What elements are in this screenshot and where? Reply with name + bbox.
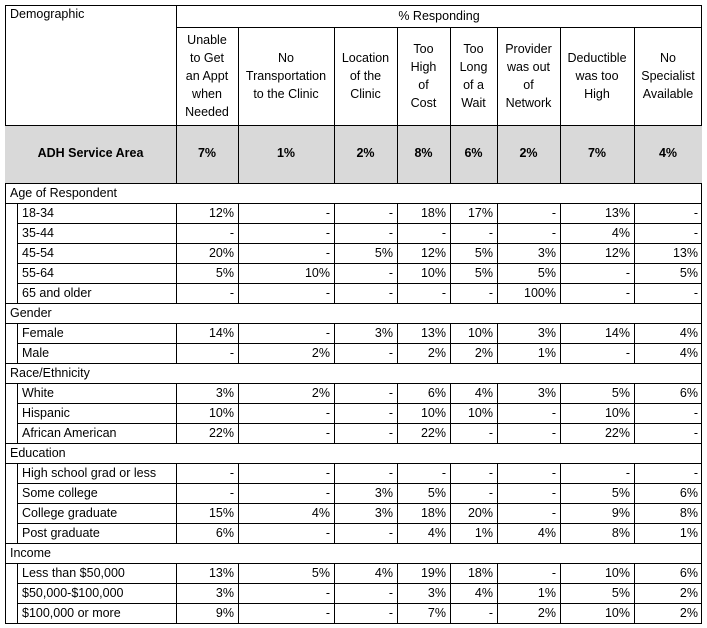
column-rule <box>634 27 635 183</box>
column-rule <box>634 323 635 363</box>
table-cell: - <box>388 345 393 360</box>
table-cell: - <box>229 225 234 240</box>
column-rule <box>497 27 498 183</box>
section-title: Education <box>10 445 66 460</box>
column-rule <box>176 323 177 363</box>
column-rule <box>560 203 561 303</box>
table-cell: 18% <box>420 205 446 220</box>
row-label: 45-54 <box>22 245 54 260</box>
column-rule <box>560 383 561 443</box>
column-rule <box>497 563 498 623</box>
table-cell: - <box>229 345 234 360</box>
column-header: Location of the Clinic <box>341 51 390 101</box>
table-cell: 6% <box>427 385 446 400</box>
row-label: 35-44 <box>22 225 54 240</box>
table-cell: - <box>488 285 493 300</box>
column-rule <box>176 463 177 543</box>
table-cell: - <box>488 425 493 440</box>
table-cell: - <box>551 465 556 480</box>
table-cell: 10% <box>420 405 446 420</box>
table-cell: 3% <box>215 385 234 400</box>
table-cell: 7% <box>427 605 446 620</box>
table-cell: 10% <box>467 325 493 340</box>
table-cell: - <box>388 225 393 240</box>
table-cell: - <box>325 525 330 540</box>
table-cell: - <box>388 525 393 540</box>
service-area-label: ADH Service Area <box>37 146 144 160</box>
table-cell: - <box>488 225 493 240</box>
table-cell: 5% <box>611 585 630 600</box>
row-label: Some college <box>22 485 98 500</box>
table-cell: 20% <box>208 245 234 260</box>
table-cell: 10% <box>604 605 630 620</box>
table-cell: 4% <box>611 225 630 240</box>
table-cell: 5% <box>611 485 630 500</box>
indent-rule <box>17 383 18 443</box>
table-cell: 3% <box>537 245 556 260</box>
column-rule <box>634 203 635 303</box>
column-rule <box>176 203 177 303</box>
table-cell: 20% <box>467 505 493 520</box>
table-cell: 4% <box>537 525 556 540</box>
table-cell: - <box>551 565 556 580</box>
column-rule <box>238 383 239 443</box>
column-rule <box>176 383 177 443</box>
table-cell: 10% <box>604 405 630 420</box>
column-header: Deductible was too High <box>567 51 627 101</box>
column-rule <box>334 27 335 183</box>
column-rule <box>334 323 335 363</box>
table-cell: - <box>229 285 234 300</box>
table-cell: 3% <box>374 325 393 340</box>
column-rule <box>176 563 177 623</box>
table-cell: - <box>388 605 393 620</box>
table-cell: 18% <box>420 505 446 520</box>
table-cell: 5% <box>537 265 556 280</box>
table-cell: - <box>441 285 446 300</box>
table-cell: - <box>693 285 698 300</box>
column-rule <box>634 563 635 623</box>
table-cell: 4% <box>374 565 393 580</box>
table-cell: - <box>488 605 493 620</box>
column-rule <box>238 203 239 303</box>
row-label: 55-64 <box>22 265 54 280</box>
row-label: $100,000 or more <box>22 605 121 620</box>
table-cell: - <box>693 225 698 240</box>
indent-rule <box>17 563 18 623</box>
column-rule <box>397 463 398 543</box>
section-title: Gender <box>10 305 52 320</box>
row-label: Hispanic <box>22 405 70 420</box>
column-rule <box>397 563 398 623</box>
table-cell: - <box>325 465 330 480</box>
column-rule <box>634 383 635 443</box>
indent-rule <box>17 463 18 543</box>
column-rule <box>238 463 239 543</box>
column-rule <box>450 27 451 183</box>
table-cell: 2% <box>311 345 330 360</box>
column-rule <box>334 383 335 443</box>
table-cell: 10% <box>420 265 446 280</box>
table-cell: - <box>551 505 556 520</box>
table-cell: 18% <box>467 565 493 580</box>
table-cell: - <box>441 225 446 240</box>
table-cell: 5% <box>215 265 234 280</box>
table-cell: 10% <box>467 405 493 420</box>
table-cell: - <box>325 325 330 340</box>
table-cell: 3% <box>537 385 556 400</box>
column-rule <box>334 563 335 623</box>
column-rule <box>334 203 335 303</box>
service-area-value: 2% <box>356 146 375 160</box>
table-cell: 14% <box>208 325 234 340</box>
table-cell: - <box>625 465 630 480</box>
column-rule <box>560 27 561 183</box>
table-cell: 22% <box>420 425 446 440</box>
table-cell: 13% <box>208 565 234 580</box>
table-cell: 4% <box>679 325 698 340</box>
table-cell: 13% <box>672 245 698 260</box>
table-cell: - <box>625 285 630 300</box>
demographic-header: Demographic <box>10 6 85 21</box>
column-rule <box>397 27 398 183</box>
table-cell: 6% <box>679 385 698 400</box>
column-rule <box>450 563 451 623</box>
responding-group-header: % Responding <box>398 8 480 23</box>
table-cell: - <box>625 265 630 280</box>
table-cell: 4% <box>427 525 446 540</box>
table-cell: - <box>325 585 330 600</box>
service-area-value: 2% <box>519 146 538 160</box>
column-rule <box>397 203 398 303</box>
table-cell: - <box>551 205 556 220</box>
table-cell: 3% <box>374 485 393 500</box>
table-cell: 15% <box>208 505 234 520</box>
row-label: Post graduate <box>22 525 100 540</box>
table-cell: 6% <box>679 565 698 580</box>
table-cell: - <box>325 605 330 620</box>
service-area-value: 4% <box>658 146 678 160</box>
column-header: Provider was out of Network <box>505 42 552 110</box>
column-rule <box>176 5 177 183</box>
table-cell: 5% <box>474 245 493 260</box>
column-rule <box>238 323 239 363</box>
table-cell: 4% <box>311 505 330 520</box>
row-label: High school grad or less <box>22 465 157 480</box>
table-cell: 22% <box>604 425 630 440</box>
table-cell: 1% <box>537 345 556 360</box>
indent-rule <box>17 203 18 303</box>
table-cell: - <box>325 285 330 300</box>
table-cell: - <box>488 465 493 480</box>
table-cell: 6% <box>215 525 234 540</box>
table-cell: 17% <box>467 205 493 220</box>
table-cell: 5% <box>311 565 330 580</box>
header-bottom-rule <box>5 125 702 126</box>
table-cell: 12% <box>604 245 630 260</box>
table-cell: 12% <box>420 245 446 260</box>
table-cell: 6% <box>679 485 698 500</box>
column-header: Too High of Cost <box>410 42 437 110</box>
row-label: 18-34 <box>22 205 54 220</box>
table-cell: 10% <box>304 265 330 280</box>
table-cell: - <box>551 485 556 500</box>
row-label: Less than $50,000 <box>22 565 125 580</box>
table-cell: - <box>551 405 556 420</box>
table-cell: - <box>551 425 556 440</box>
column-header: Too Long of a Wait <box>459 42 488 110</box>
table-cell: 8% <box>611 525 630 540</box>
table-cell: 10% <box>604 565 630 580</box>
column-rule <box>450 463 451 543</box>
column-rule <box>397 383 398 443</box>
table-cell: 12% <box>208 205 234 220</box>
row-label: White <box>22 385 54 400</box>
column-rule <box>497 203 498 303</box>
table-cell: - <box>325 205 330 220</box>
row-label: College graduate <box>22 505 118 520</box>
table-cell: 19% <box>420 565 446 580</box>
table-cell: - <box>388 405 393 420</box>
indent-rule <box>17 323 18 363</box>
table-cell: 13% <box>420 325 446 340</box>
row-label: Male <box>22 345 50 360</box>
table-cell: - <box>325 405 330 420</box>
table-cell: - <box>229 465 234 480</box>
table-cell: 14% <box>604 325 630 340</box>
table-cell: - <box>388 205 393 220</box>
column-rule <box>497 323 498 363</box>
table-cell: 22% <box>208 425 234 440</box>
service-area-value: 7% <box>197 146 217 160</box>
table-cell: - <box>488 485 493 500</box>
table-cell: - <box>441 465 446 480</box>
table-cell: 5% <box>679 265 698 280</box>
table-cell: 3% <box>427 585 446 600</box>
table-cell: 3% <box>374 505 393 520</box>
column-header: Unable to Get an Appt when Needed <box>185 33 229 119</box>
row-label: African American <box>22 425 117 440</box>
row-label: $50,000-$100,000 <box>22 585 124 600</box>
column-header: No Specialist Available <box>641 51 695 101</box>
column-rule <box>497 383 498 443</box>
service-area-value: 7% <box>587 146 607 160</box>
table-cell: 1% <box>679 525 698 540</box>
table-cell: - <box>388 385 393 400</box>
table-cell: 2% <box>679 585 698 600</box>
table-cell: - <box>388 285 393 300</box>
table-cell: - <box>625 345 630 360</box>
row-label: Female <box>22 325 64 340</box>
table-cell: 5% <box>611 385 630 400</box>
table-cell: 3% <box>215 585 234 600</box>
column-rule <box>560 323 561 363</box>
table-cell: 9% <box>215 605 234 620</box>
column-rule <box>560 563 561 623</box>
service-area-value: 6% <box>464 146 483 160</box>
table-cell: 4% <box>679 345 698 360</box>
table-cell: 4% <box>474 385 493 400</box>
table-cell: 4% <box>474 585 493 600</box>
table-cell: - <box>325 225 330 240</box>
table-cell: - <box>229 485 234 500</box>
table-cell: 8% <box>679 505 698 520</box>
table-cell: 2% <box>537 605 556 620</box>
table-cell: 5% <box>427 485 446 500</box>
section-title: Age of Respondent <box>10 185 118 200</box>
section-title: Income <box>10 545 51 560</box>
service-area-value: 8% <box>414 146 433 160</box>
table-cell: - <box>693 405 698 420</box>
table-cell: 1% <box>537 585 556 600</box>
column-rule <box>497 463 498 543</box>
table-cell: 10% <box>208 405 234 420</box>
table-cell: - <box>388 265 393 280</box>
table-cell: 5% <box>374 245 393 260</box>
table-cell: 1% <box>474 525 493 540</box>
column-rule <box>334 463 335 543</box>
column-rule <box>238 27 239 183</box>
table-cell: 100% <box>524 285 556 300</box>
table-cell: - <box>325 245 330 260</box>
table-cell: - <box>693 425 698 440</box>
column-header: No Transportation to the Clinic <box>245 51 327 101</box>
row-label: 65 and older <box>22 285 92 300</box>
table-cell: 2% <box>427 345 446 360</box>
table-cell: - <box>325 425 330 440</box>
column-rule <box>560 463 561 543</box>
table-cell: - <box>388 465 393 480</box>
table-cell: 9% <box>611 505 630 520</box>
table-cell: - <box>325 485 330 500</box>
column-rule <box>450 323 451 363</box>
table-cell: - <box>693 465 698 480</box>
table-cell: - <box>388 585 393 600</box>
table-cell: 2% <box>311 385 330 400</box>
table-cell: 2% <box>474 345 493 360</box>
column-rule <box>397 323 398 363</box>
table-cell: - <box>388 425 393 440</box>
section-title: Race/Ethnicity <box>10 365 90 380</box>
table-cell: 3% <box>537 325 556 340</box>
table-cell: - <box>551 225 556 240</box>
column-rule <box>450 383 451 443</box>
table-cell: 2% <box>679 605 698 620</box>
column-rule <box>634 463 635 543</box>
service-area-value: 1% <box>276 146 296 160</box>
column-rule <box>450 203 451 303</box>
table-cell: - <box>693 205 698 220</box>
column-rule <box>238 563 239 623</box>
table-cell: 5% <box>474 265 493 280</box>
table-cell: 13% <box>604 205 630 220</box>
